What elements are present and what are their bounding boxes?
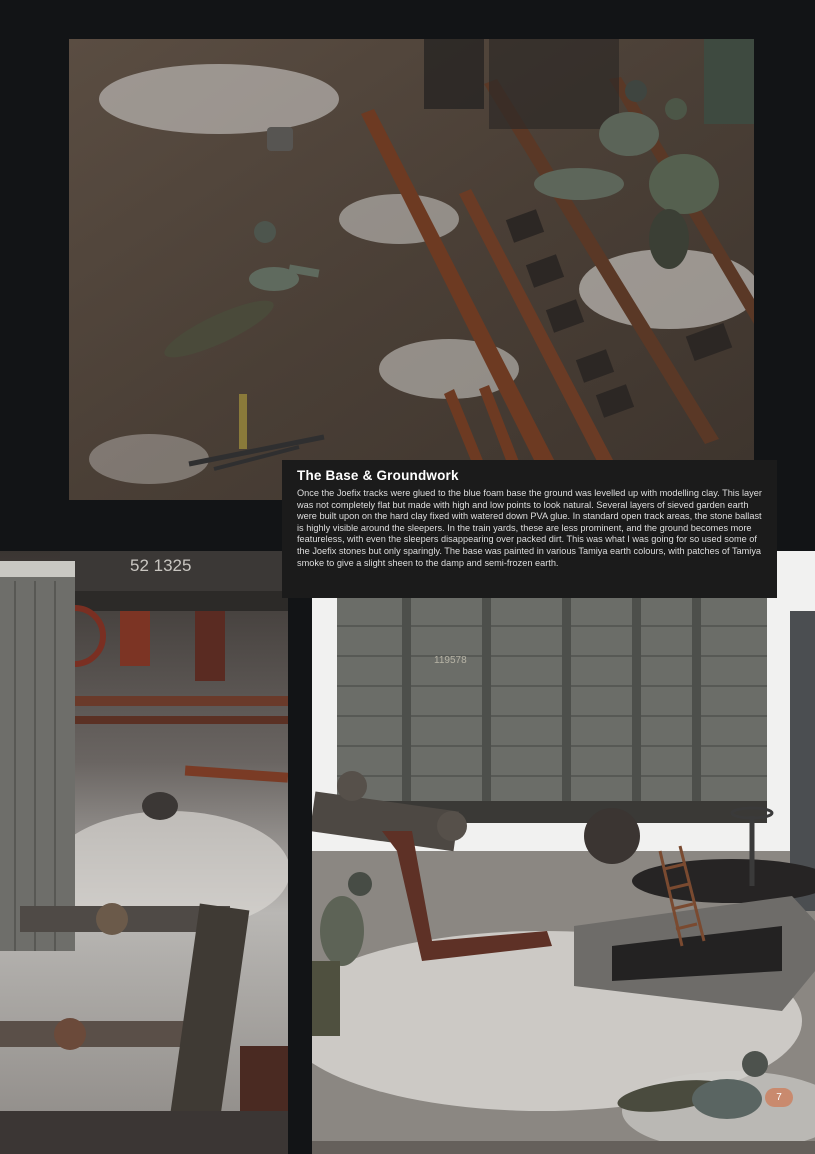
page-number-badge: 7: [765, 1088, 793, 1107]
diorama-photo-bottom-left: [0, 551, 288, 1154]
section-body: Once the Joefix tracks were glued to the blue foam base the ground was levelled up with modelling clay. This layer was not completely flat but made with high and low points to look natural. Several layers of sieved garden earth were built upon on the hard clay fixed with watered down PVA glue. In standard open track areas, the stone ballast is highly visible around the sleepers. In the train yards, these are less prominent, and the ground becomes more featureless, with even the sleepers disappearing over packed dirt. This was what I was going for so used some of the Joefix stones but only sparingly. The base was painted in various Tamiya earth colours, with patches of Tamiya smoke to give a slight sheen to the damp and semi-frozen earth.: [297, 488, 762, 568]
caption-box: [282, 460, 777, 598]
section-heading: The Base & Groundwork: [297, 468, 459, 483]
wagon-marking: 119578: [434, 655, 467, 666]
loco-number-plate: 52 1325: [130, 556, 192, 575]
diorama-photo-bottom-right: [312, 551, 815, 1154]
diorama-photo-top: [69, 39, 754, 500]
